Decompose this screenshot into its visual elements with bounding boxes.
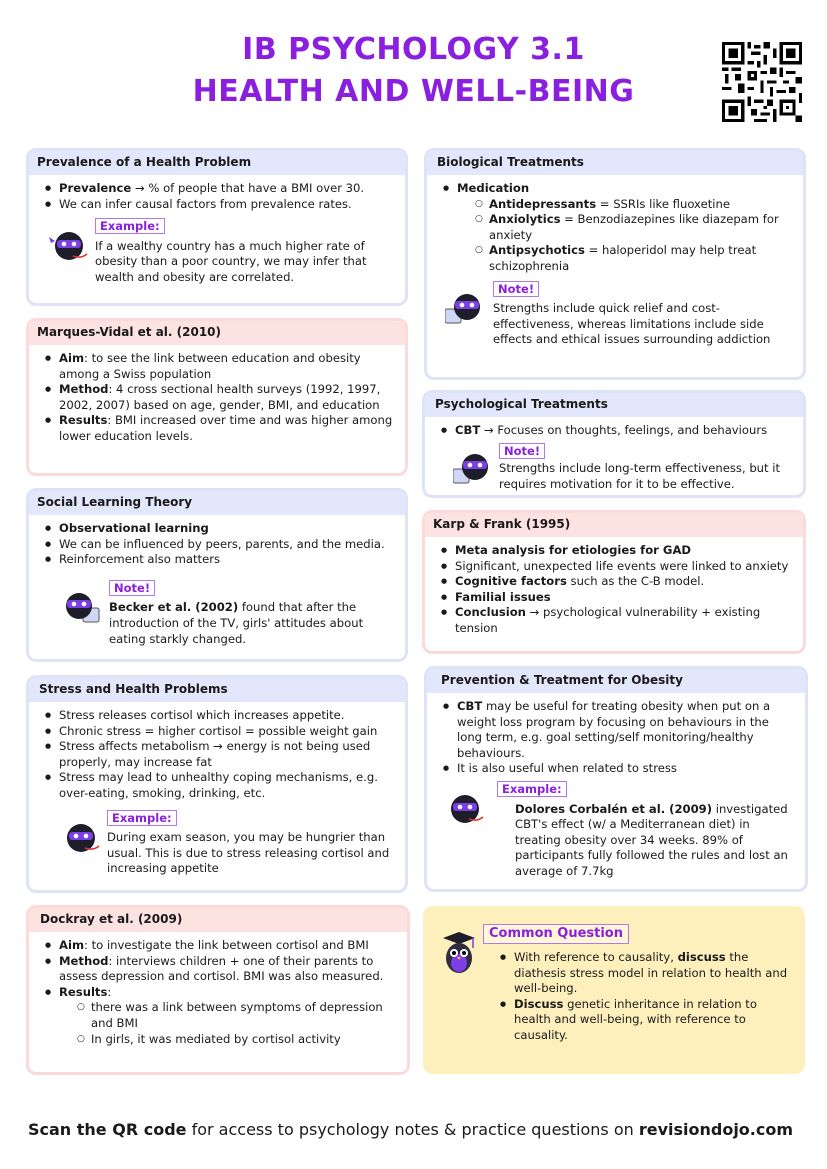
callout-text: Strengths include long-term effectiveness, but it requires motivation for it to be effective. [499, 461, 781, 491]
list-item: ○ Antipsychotics = haloperidol may help treat schizophrenia [475, 243, 793, 274]
list-item: ○ In girls, it was mediated by cortisol activity [77, 1032, 397, 1048]
ninja-mascot-icon [453, 449, 493, 489]
card-title: Marques-Vidal et al. (2010) [29, 321, 405, 345]
list-item: ○ Antidepressants = SSRIs like fluoxetine [475, 197, 793, 213]
note-callout [43, 580, 395, 647]
ninja-mascot-icon [61, 818, 101, 858]
callout-label: Example: [497, 781, 567, 797]
card-karp-frank [422, 510, 806, 654]
list-item: ○ there was a link between symptoms of depression and BMI [77, 1000, 397, 1031]
callout-label: Note! [499, 443, 545, 459]
ninja-mascot-icon [445, 289, 485, 329]
callout-label: Example: [95, 218, 165, 234]
example-callout [43, 810, 395, 877]
card-social-learning [26, 488, 408, 662]
card-psychological-treatments [422, 390, 806, 498]
card-title: Prevalence of a Health Problem [29, 151, 405, 175]
card-title: Dockray et al. (2009) [29, 908, 407, 932]
graduate-owl-icon [439, 930, 479, 976]
list-item: ● Prevalence → % of people that have a BMI over 30. [43, 181, 395, 197]
page-title-line2: HEALTH AND WELL-BEING [192, 74, 635, 109]
list-item: ● Observational learning [43, 521, 395, 537]
common-question-box [423, 906, 805, 1074]
footer-site-link[interactable]: revisiondojo.com [638, 1120, 794, 1139]
example-callout [43, 218, 395, 285]
page-title-line1: IB PSYCHOLOGY 3.1 [242, 32, 585, 67]
list-item: ● CBT → Focuses on thoughts, feelings, and behaviours [439, 423, 793, 439]
card-prevalence [26, 148, 408, 306]
ninja-mascot-icon [445, 789, 485, 829]
list-item: ● Aim: to investigate the link between cortisol and BMI [43, 938, 397, 954]
callout-text: During exam season, you may be hungrier than usual. This is due to stress releasing cortisol and increasing appetite [107, 830, 390, 876]
card-title: Prevention & Treatment for Obesity [427, 669, 805, 693]
card-title: Karp & Frank (1995) [425, 513, 803, 537]
list-item: ● Cognitive factors such as the C-B model. [439, 574, 793, 590]
footer-qr-cta: Scan the QR code [28, 1120, 187, 1139]
list-item: ● CBT may be useful for treating obesity when put on a weight loss program by focusing on behaviours in the long term, e.g. goal setting/self monitoring/healthy behaviours. [441, 699, 795, 761]
card-marques-vidal [26, 318, 408, 476]
list-item: ● Method: interviews children + one of their parents to assess depression and cortisol. BMI was also measured. [43, 954, 397, 985]
ninja-mascot-icon [61, 588, 101, 628]
list-item: ● Significant, unexpected life events were linked to anxiety [439, 559, 793, 575]
list-item: ● Meta analysis for etiologies for GAD [439, 543, 793, 559]
list-item: ● Method: 4 cross sectional health surveys (1992, 1997, 2002, 2007) based on age, gender, BMI, and education [43, 382, 395, 413]
list-item: ● Stress releases cortisol which increases appetite. [43, 708, 395, 724]
footer-text: for access to psychology notes & practice questions on [186, 1120, 639, 1139]
list-item: ● Medication ○ Antidepressants = SSRIs like fluoxetine ○ Anxiolytics = Benzodiazepines like diazepam for anxiety ○ Antipsychotics = haloperidol may help treat schizophrenia [441, 181, 793, 275]
callout-label: Example: [107, 810, 177, 826]
note-callout [439, 443, 793, 493]
list-item: ● Results: ○ there was a link between symptoms of depression and BMI ○ In girls, it was mediated by cortisol activity [43, 985, 397, 1047]
callout-label: Note! [109, 580, 155, 596]
example-callout [441, 781, 795, 880]
card-title: Social Learning Theory [29, 491, 405, 515]
list-item: ● Chronic stress = higher cortisol = possible weight gain [43, 724, 395, 740]
card-obesity-treatment [424, 666, 808, 892]
callout-text: Dolores Corbalén et al. (2009) investigated CBT's effect (w/ a Mediterranean diet) in treating obesity over 34 weeks. 89% of participants fully followed the rules and lost an average of 7.7kg [515, 801, 788, 878]
list-item: ● We can be influenced by peers, parents, and the media. [43, 537, 395, 553]
callout-label: Note! [493, 281, 539, 297]
callout-text: Strengths include quick relief and cost-effectiveness, whereas limitations include side effects and ethical issues surrounding addiction [493, 301, 771, 347]
callout-text: Becker et al. (2002) found that after the introduction of the TV, girls' attitudes about eating starkly changed. [109, 600, 364, 646]
footer [28, 1120, 808, 1139]
list-item: ● Stress affects metabolism → energy is not being used properly, may increase fat [43, 739, 395, 770]
list-item: ● Conclusion → psychological vulnerability + existing tension [439, 605, 793, 636]
card-title: Psychological Treatments [425, 393, 803, 417]
note-callout [441, 281, 793, 348]
ninja-mascot-icon [49, 226, 89, 266]
card-biological-treatments [424, 148, 806, 380]
card-title: Stress and Health Problems [29, 678, 405, 702]
qr-code-icon[interactable] [722, 42, 802, 122]
card-dockray [26, 905, 410, 1075]
card-stress [26, 675, 408, 893]
list-item: ● Familial issues [439, 590, 793, 606]
callout-text: If a wealthy country has a much higher rate of obesity than a poor country, we may infer that wealth and obesity are correlated. [95, 238, 367, 284]
card-title: Biological Treatments [427, 151, 803, 175]
list-item: ● Discuss genetic inheritance in relation to health and well-being, with reference to causality. [498, 997, 788, 1044]
list-item: ● Stress may lead to unhealthy coping mechanisms, e.g. over-eating, smoking, drinking, etc. [43, 770, 395, 801]
list-item: ● Reinforcement also matters [43, 552, 395, 568]
list-item: ● Aim: to see the link between education and obesity among a Swiss population [43, 351, 395, 382]
list-item: ● Results: BMI increased over time and was higher among lower education levels. [43, 413, 395, 444]
common-question-label: Common Question [483, 924, 629, 944]
list-item: ○ Anxiolytics = Benzodiazepines like diazepam for anxiety [475, 212, 793, 243]
list-item: ● We can infer causal factors from prevalence rates. [43, 197, 395, 213]
list-item: ● It is also useful when related to stress [441, 761, 795, 777]
list-item: ● With reference to causality, discuss the diathesis stress model in relation to health and well-being. [498, 950, 788, 997]
